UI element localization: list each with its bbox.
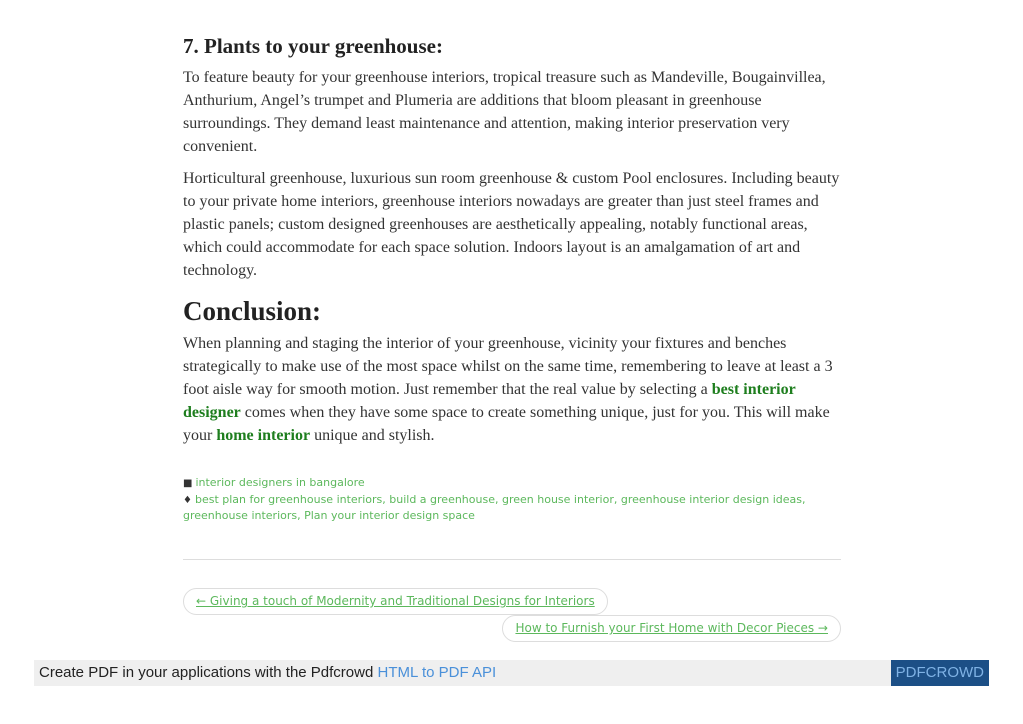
section-paragraph-2: Horticultural greenhouse, luxurious sun room greenhouse & custom Pool enclosures. Including beauty to your private home interiors, greenhouse interiors nowadays are greater than just steel frames and plastic panels; custom designed greenhouses are aesthetically appealing, notably functional areas, which could accommodate for each space solution. Indoors layout is an amalgamation of art and technology. bbox=[183, 170, 840, 279]
article-content bbox=[183, 32, 843, 524]
conclusion-text-a: When planning and staging the interior of your greenhouse, vicinity your fixtures and benches strategically to make use of the most space whilst on the same time, remembering to leave at least a 3 foot aisle way for smooth motion. Just remember that the real value by selecting a bbox=[183, 335, 833, 398]
section-heading: 7. Plants to your greenhouse: bbox=[183, 34, 443, 58]
conclusion-text-b: comes when they have some space to create something unique, just for you. This will make your bbox=[183, 404, 830, 444]
pdfcrowd-label: Create PDF in your applications with the Pdfcrowd bbox=[39, 664, 378, 681]
home-interior-link[interactable]: home interior bbox=[216, 427, 311, 444]
folder-icon: ■ bbox=[183, 478, 193, 489]
tags-row: ♦ best plan for greenhouse interiors, build a greenhouse, green house interior, greenhouse interior design ideas, greenhouse interiors, Plan your interior design space bbox=[183, 492, 806, 522]
tag-link[interactable]: greenhouse interior design ideas bbox=[620, 492, 802, 506]
tag-link[interactable]: Plan your interior design space bbox=[304, 509, 475, 522]
best-interior-designer-link[interactable]: best interior designer bbox=[183, 381, 796, 421]
conclusion-heading: Conclusion: bbox=[183, 296, 322, 326]
conclusion-paragraph bbox=[183, 332, 843, 447]
tag-link[interactable]: greenhouse interiors bbox=[183, 509, 298, 522]
tags-icon: ♦ bbox=[183, 494, 192, 506]
tag-link[interactable]: build a greenhouse bbox=[389, 492, 495, 506]
post-meta bbox=[183, 475, 843, 524]
pdfcrowd-footer bbox=[34, 660, 989, 686]
next-post-button[interactable]: How to Furnish your First Home with Decor Pieces → bbox=[502, 615, 841, 642]
pdfcrowd-logo[interactable]: PDFCROWD bbox=[891, 660, 989, 686]
previous-post-button[interactable]: ← Giving a touch of Modernity and Traditional Designs for Interiors bbox=[183, 588, 608, 615]
category-row bbox=[183, 475, 843, 492]
pdfcrowd-text bbox=[39, 664, 496, 681]
divider bbox=[183, 559, 841, 560]
section-paragraph-1: To feature beauty for your greenhouse interiors, tropical treasure such as Mandeville, Bougainvillea, Anthurium, Angel’s trumpet and Plumeria are additions that bloom pleasant in greenhouse surroundings. They demand least maintenance and attention, making interior preservation very convenient. bbox=[183, 69, 826, 155]
pdfcrowd-api-link[interactable]: HTML to PDF API bbox=[377, 664, 497, 681]
tag-link[interactable]: green house interior bbox=[501, 492, 614, 506]
category-link[interactable]: interior designers in bangalore bbox=[195, 476, 365, 489]
tag-link[interactable]: best plan for greenhouse interiors bbox=[194, 492, 383, 506]
conclusion-text-c: unique and stylish. bbox=[310, 427, 435, 444]
